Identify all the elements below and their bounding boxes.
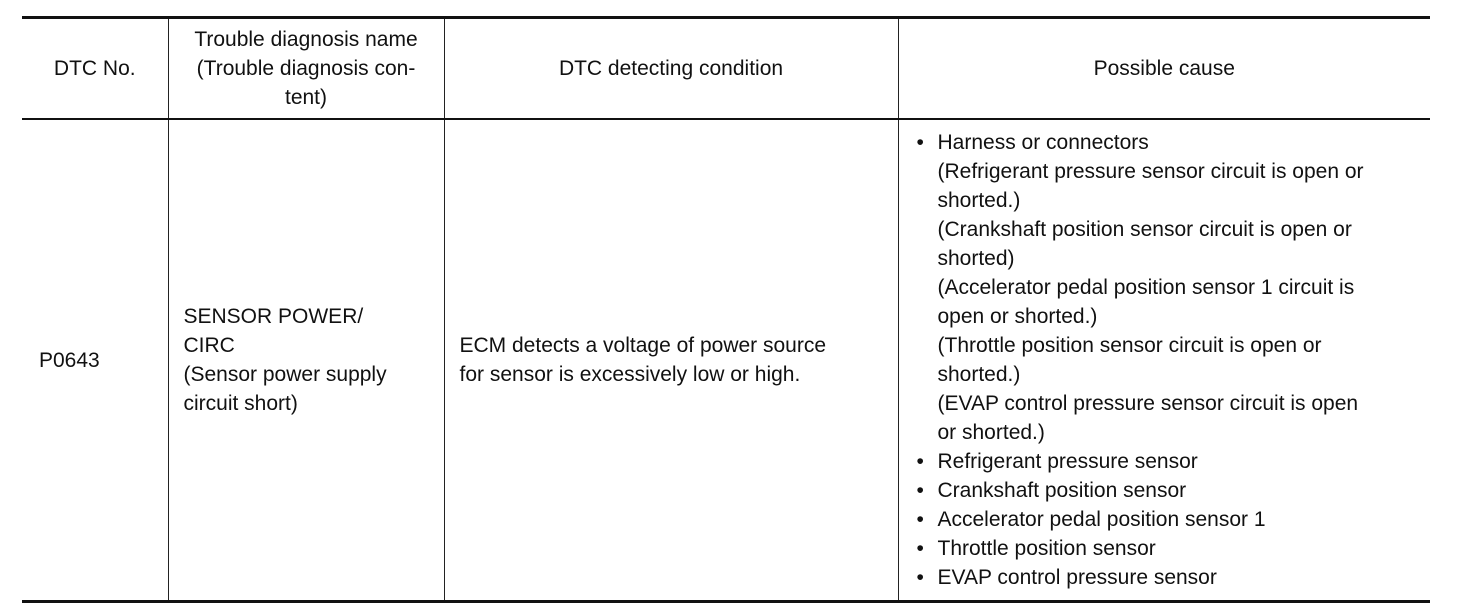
sub-cause-line: (Throttle position sensor circuit is open or (937, 334, 1322, 357)
header-trouble-name-line: Trouble diagnosis name (194, 28, 418, 51)
detecting-condition-line: for sensor is excessively low or high. (459, 363, 801, 386)
dtc-table (22, 16, 1430, 603)
sub-cause-line: (Accelerator pedal position sensor 1 circuit is (937, 276, 1355, 299)
cause-item-harness (915, 128, 1419, 447)
harness-sub-causes (938, 157, 1419, 447)
cause-label: Refrigerant pressure sensor (937, 450, 1198, 473)
bullet-icon: • (916, 479, 924, 502)
dtc-number-cell: P0643 (22, 119, 168, 602)
cause-item (915, 534, 1419, 563)
bullet-icon: • (916, 537, 924, 560)
trouble-name-line: circuit short) (183, 392, 298, 415)
header-trouble-name-line: (Trouble diagnosis con- (196, 57, 416, 80)
sub-cause-line: or shorted.) (937, 421, 1045, 444)
cause-label: Harness or connectors (937, 131, 1149, 154)
sub-cause-line: shorted.) (937, 189, 1021, 212)
bullet-icon: • (916, 131, 924, 154)
header-row (22, 18, 1430, 120)
trouble-name-line: (Sensor power supply (183, 363, 387, 386)
header-dtc-no: DTC No. (22, 18, 168, 120)
bullet-icon: • (916, 450, 924, 473)
table-header (22, 18, 1430, 120)
cause-label: EVAP control pressure sensor (937, 566, 1217, 589)
trouble-name-line: SENSOR POWER/ (183, 305, 364, 328)
table-body (22, 119, 1430, 602)
cause-label: Crankshaft position sensor (937, 479, 1187, 502)
cause-label: Throttle position sensor (937, 537, 1156, 560)
detecting-condition-cell (444, 119, 898, 602)
possible-cause-list (915, 128, 1419, 592)
sub-cause-line: shorted) (937, 247, 1015, 270)
sub-cause-line: open or shorted.) (937, 305, 1098, 328)
detecting-condition-line: ECM detects a voltage of power source (459, 334, 827, 357)
cause-item (915, 505, 1419, 534)
cause-item (915, 563, 1419, 592)
table-row (22, 119, 1430, 602)
cause-label: Accelerator pedal position sensor 1 (937, 508, 1266, 531)
header-trouble-name-line: tent) (284, 86, 328, 109)
bullet-icon: • (916, 566, 924, 589)
cause-item (915, 476, 1419, 505)
header-detecting-condition: DTC detecting condition (444, 18, 898, 120)
header-trouble-name (168, 18, 444, 120)
sub-cause-line: (EVAP control pressure sensor circuit is open (937, 392, 1359, 415)
sub-cause-line: (Refrigerant pressure sensor circuit is open or (937, 160, 1364, 183)
trouble-name-cell (168, 119, 444, 602)
sub-cause-line: (Crankshaft position sensor circuit is open or (937, 218, 1352, 241)
trouble-name-line: CIRC (183, 334, 235, 357)
sub-cause-line: shorted.) (937, 363, 1021, 386)
header-possible-cause: Possible cause (898, 18, 1430, 120)
possible-cause-cell (898, 119, 1430, 602)
cause-item (915, 447, 1419, 476)
bullet-icon: • (916, 508, 924, 531)
